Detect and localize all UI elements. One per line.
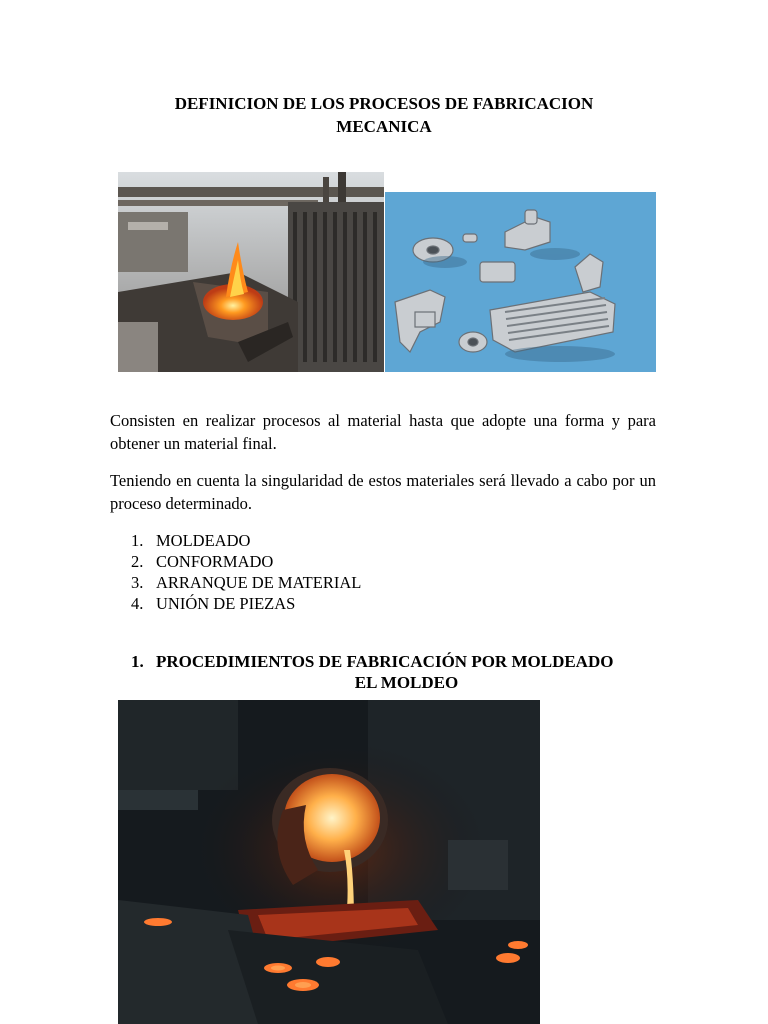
list-item-text: UNIÓN DE PIEZAS — [156, 594, 296, 613]
section-heading-number: 1. — [131, 652, 144, 671]
industrial-furnace-photo — [118, 172, 384, 372]
page-title — [0, 92, 768, 138]
section-subheading: EL MOLDEO — [354, 673, 459, 692]
list-item-text: ARRANQUE DE MATERIAL — [156, 573, 362, 592]
list-item — [131, 593, 361, 614]
list-item — [131, 572, 361, 593]
section-heading-text: PROCEDIMIENTOS DE FABRICACIÓN POR MOLDEADO — [156, 652, 614, 671]
page-title-line1: DEFINICION DE LOS PROCESOS DE FABRICACION — [174, 94, 594, 113]
paragraph-intro: Consisten en realizar procesos al material hasta que adopte una forma y para obtener un material final. — [110, 411, 656, 453]
molten-metal-pouring-photo — [118, 700, 540, 1024]
section-heading — [131, 651, 613, 672]
list-item-number: 1. — [131, 531, 144, 550]
page-title-line2: MECANICA — [336, 117, 432, 136]
process-list — [131, 530, 361, 614]
list-item-text: MOLDEADO — [156, 531, 251, 550]
list-item-number: 4. — [131, 594, 144, 613]
cast-metal-parts-photo — [385, 192, 656, 372]
list-item — [131, 551, 361, 572]
list-item-text: CONFORMADO — [156, 552, 274, 571]
paragraph-singularity: Teniendo en cuenta la singularidad de estos materiales será llevado a cabo por un proceso determinado. — [110, 471, 656, 513]
list-item-number: 3. — [131, 573, 144, 592]
list-item-number: 2. — [131, 552, 144, 571]
list-item — [131, 530, 361, 551]
